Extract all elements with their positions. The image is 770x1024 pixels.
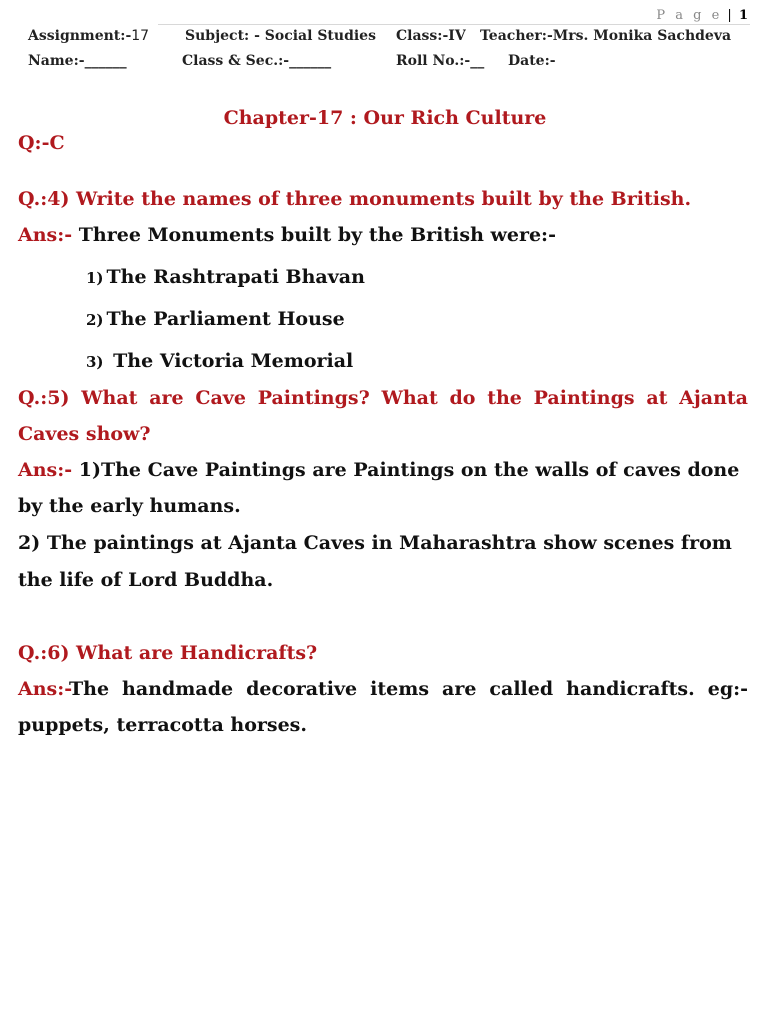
assignment-field	[28, 28, 149, 44]
class-field: Class:-IV	[396, 28, 466, 44]
page-separator: |	[727, 8, 732, 23]
list-item	[86, 308, 345, 330]
answer-6-line-2: puppets, terracotta horses.	[18, 714, 307, 736]
roll-field: Roll No.:-__	[396, 53, 485, 69]
name-field: Name:-______	[28, 53, 127, 69]
answer-5-line-4: the life of Lord Buddha.	[18, 569, 274, 591]
question-5-line-2: Caves show?	[18, 423, 151, 445]
answer-label: Ans:-	[18, 224, 73, 246]
answer-label: Ans:-	[18, 459, 73, 481]
page-label: P a g e	[656, 8, 723, 23]
class-sec-field: Class & Sec.:-______	[182, 53, 332, 69]
list-item-text: The Rashtrapati Bhavan	[106, 266, 365, 288]
answer-text: Three Monuments built by the British were:-	[72, 224, 556, 246]
assignment-label: Assignment:-	[28, 28, 132, 44]
header-rule	[158, 24, 750, 25]
answer-6-line-1	[18, 678, 748, 700]
list-item-number: 2)	[86, 311, 104, 329]
question-6: Q.:6) What are Handicrafts?	[18, 642, 318, 664]
teacher-field: Teacher:-Mrs. Monika Sachdeva	[480, 28, 732, 44]
chapter-title: Chapter-17 : Our Rich Culture	[223, 107, 547, 129]
answer-4	[18, 224, 556, 246]
question-4: Q.:4) Write the names of three monuments built by the British.	[18, 188, 692, 210]
section-label: Q:-C	[18, 132, 65, 154]
answer-text: 1)The Cave Paintings are Paintings on the walls of caves done	[72, 459, 740, 481]
assignment-number: 17	[131, 28, 150, 44]
subject-field: Subject: - Social Studies	[185, 28, 376, 44]
list-item-text: The Victoria Memorial	[106, 350, 354, 372]
list-item-number: 1)	[86, 269, 104, 287]
page-number-value: 1	[738, 8, 748, 23]
page-number	[656, 8, 748, 23]
list-item	[86, 350, 353, 372]
list-item-text: The Parliament House	[106, 308, 345, 330]
question-5-line-1: Q.:5) What are Cave Paintings? What do the Paintings at Ajanta	[18, 387, 748, 409]
list-item	[86, 266, 365, 288]
answer-text: The handmade decorative items are called handicrafts. eg:-	[69, 678, 748, 700]
list-item-number: 3)	[86, 353, 104, 371]
answer-5-line-2: by the early humans.	[18, 495, 241, 517]
date-field: Date:-	[508, 53, 556, 69]
answer-5-line-1	[18, 459, 739, 481]
answer-5-line-3: 2) The paintings at Ajanta Caves in Maharashtra show scenes from	[18, 532, 732, 554]
answer-label: Ans:-	[18, 678, 70, 700]
